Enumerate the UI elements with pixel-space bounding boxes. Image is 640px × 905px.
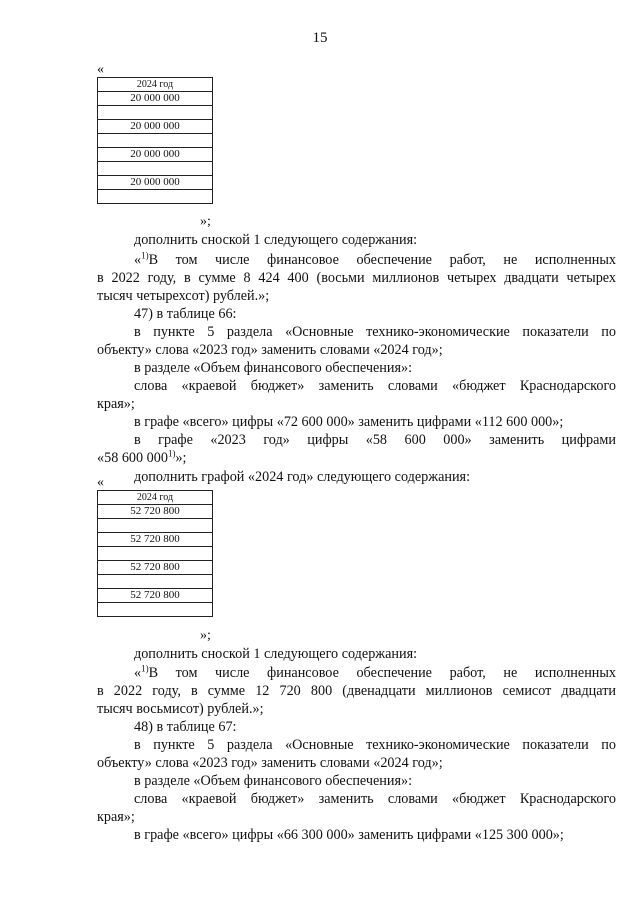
table-cell [98,190,213,204]
text-line: тысяч четырехсот) рублей.»; [97,288,270,304]
text-line: в 2022 году, в сумме 12 720 800 (двенадцати миллионов семисот двадцати [97,683,616,699]
table-cell [98,162,213,176]
table-cell: 20 000 000 [98,176,213,190]
table-cell [98,106,213,120]
table-cell [98,519,213,533]
text-line: 48) в таблице 67: [134,719,237,735]
text-line: в разделе «Объем финансового обеспечения»: [134,360,413,376]
text-line: слова «краевой бюджет» заменить словами «бюджет Краснодарского [134,378,616,394]
open-quote-2: « [97,475,104,490]
table-cell: 20 000 000 [98,92,213,106]
table-2024-year-2 [97,490,213,617]
text-line: в графе «всего» цифры «72 600 000» заменить цифрами «112 600 000»; [134,414,564,430]
text-line: в 2022 году, в сумме 8 424 400 (восьми миллионов четырех двадцати четырех [97,270,616,286]
table-header: 2024 год [98,491,213,505]
table-cell [98,575,213,589]
table-cell [98,547,213,561]
text-line: в графе «2023 год» цифры «58 600 000» заменить цифрами [134,432,616,448]
text-line: слова «краевой бюджет» заменить словами «бюджет Краснодарского [134,791,616,807]
table-header: 2024 год [98,78,213,92]
close-quote-1: »; [200,214,211,229]
text-line: 47) в таблице 66: [134,306,237,322]
text-line: объекту» слова «2023 год» заменить словами «2024 год»; [97,755,443,771]
table-cell: 52 720 800 [98,505,213,519]
text-line: «$^{1)}$В том числе финансовое обеспечение работ, не исполненных [134,250,616,268]
table-2024-year-1 [97,77,213,204]
table-cell: 52 720 800 [98,561,213,575]
table-cell [98,603,213,617]
open-quote-1: « [97,62,104,77]
text-line: края»; [97,396,135,412]
text-line: дополнить графой «2024 год» следующего содержания: [134,469,471,485]
table-cell: 20 000 000 [98,120,213,134]
text-line: «$^{1)}$В том числе финансовое обеспечение работ, не исполненных [134,663,616,681]
text-line: тысяч восьмисот) рублей.»; [97,701,264,717]
text-line: края»; [97,809,135,825]
close-quote-2: »; [200,628,211,643]
table-cell [98,134,213,148]
text-line: в пункте 5 раздела «Основные технико-экономические показатели по [134,737,616,753]
table-cell: 52 720 800 [98,589,213,603]
text-line: в пункте 5 раздела «Основные технико-экономические показатели по [134,324,616,340]
text-line: объекту» слова «2023 год» заменить словами «2024 год»; [97,342,443,358]
table-cell: 20 000 000 [98,148,213,162]
text-line: «58 600 000$^{1)}$»; [97,448,187,466]
table-cell: 52 720 800 [98,533,213,547]
page-number: 15 [312,30,328,46]
text-line: дополнить сноской 1 следующего содержания: [134,232,418,248]
text-line: в разделе «Объем финансового обеспечения»: [134,773,413,789]
text-line: дополнить сноской 1 следующего содержания: [134,646,418,662]
text-line: в графе «всего» цифры «66 300 000» заменить цифрами «125 300 000»; [134,827,564,843]
